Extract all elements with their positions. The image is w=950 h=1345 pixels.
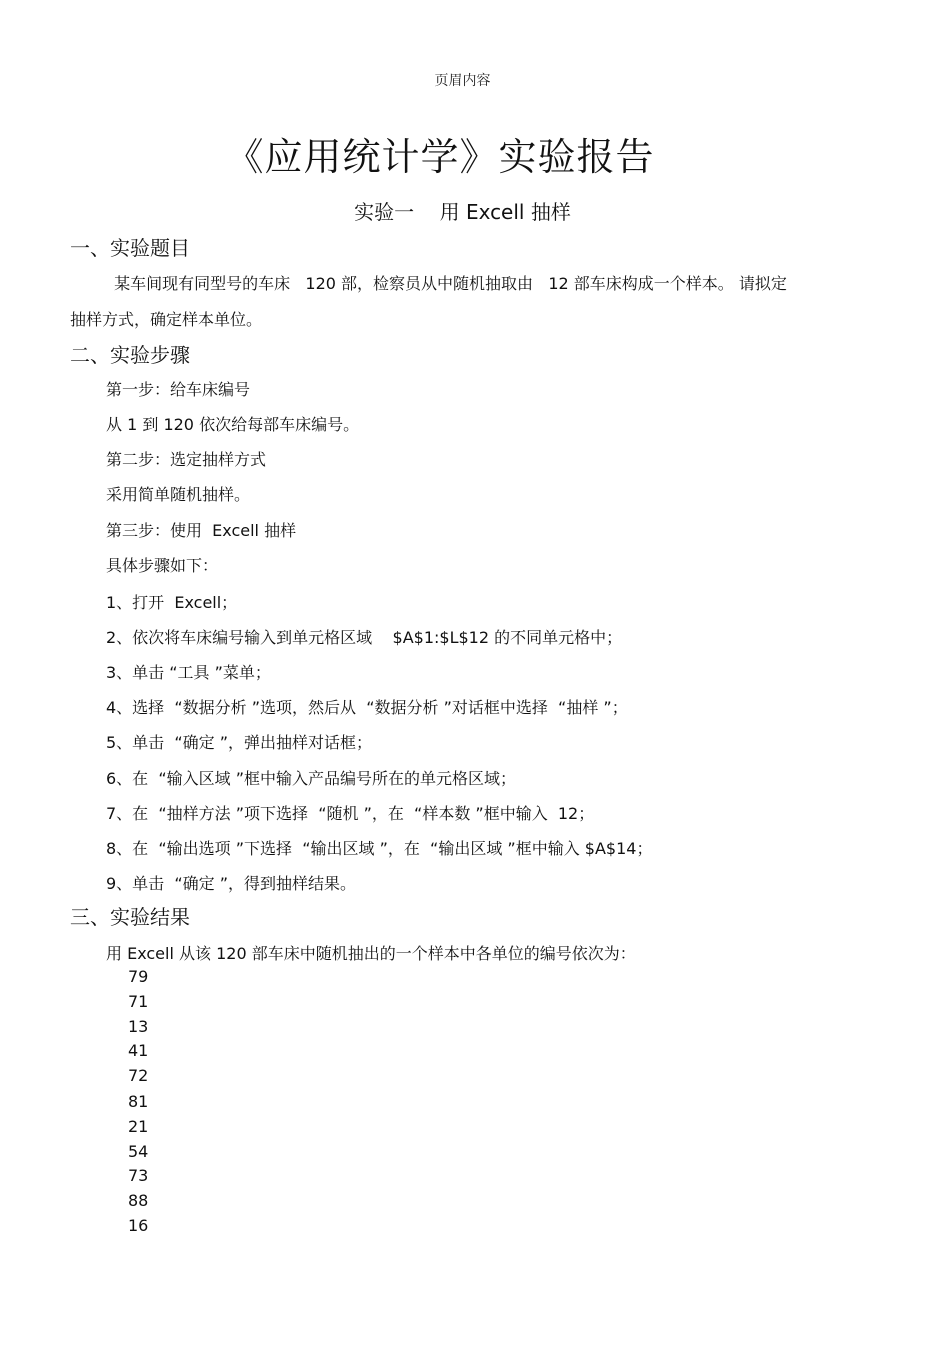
- page-header: 页眉内容: [434, 73, 491, 89]
- results-intro: 用 Excell 从该 120 部车床中随机抽出的一个样本中各单位的编号依次为：: [106, 944, 636, 963]
- step-line: 3、单击 “工具 ”菜单；: [106, 663, 271, 682]
- step-line: 从 1 到 120 依次给每部车床编号。: [106, 415, 360, 434]
- step-line: 第二步：选定抽样方式: [106, 450, 267, 469]
- topic-paragraph-line1: 某车间现有同型号的车床 120 部，检察员从中随机抽取由 12 部车床构成一个样本。 请拟定: [104, 274, 787, 293]
- step-line: 第三步：使用 Excell 抽样: [106, 521, 297, 540]
- sample-number: 16: [128, 1216, 149, 1235]
- step-line: 1、打开 Excell；: [106, 593, 238, 612]
- section-heading-results: 三、实验结果: [70, 905, 190, 929]
- section-heading-steps: 二、实验步骤: [70, 343, 190, 367]
- step-line: 7、在 “抽样方法 ”项下选择 “随机 ”，在 “样本数 ”框中输入 12；: [106, 804, 595, 823]
- step-line: 5、单击 “确定 ”，弹出抽样对话框；: [106, 733, 373, 752]
- report-subtitle: 实验一 用 Excell 抽样: [354, 200, 571, 224]
- report-title: 《应用统计学》实验报告: [225, 135, 655, 179]
- sample-number: 73: [128, 1166, 149, 1185]
- sample-number: 41: [128, 1041, 149, 1060]
- step-line: 9、单击 “确定 ”，得到抽样结果。: [106, 874, 357, 893]
- step-line: 4、选择 “数据分析 ”选项，然后从 “数据分析 ”对话框中选择 “抽样 ”；: [106, 698, 628, 717]
- sample-number: 88: [128, 1191, 149, 1210]
- step-line: 具体步骤如下：: [106, 556, 219, 575]
- step-line: 第一步：给车床编号: [106, 380, 251, 399]
- step-line: 采用简单随机抽样。: [106, 485, 251, 504]
- section-heading-topic: 一、实验题目: [70, 236, 190, 260]
- topic-paragraph-line2: 抽样方式，确定样本单位。: [70, 310, 263, 329]
- step-line: 6、在 “输入区域 ”框中输入产品编号所在的单元格区域；: [106, 769, 517, 788]
- sample-number: 54: [128, 1142, 149, 1161]
- sample-number: 79: [128, 967, 149, 986]
- sample-number: 71: [128, 992, 149, 1011]
- step-line: 2、依次将车床编号输入到单元格区域 $A$1:$L$12 的不同单元格中；: [106, 628, 623, 647]
- sample-number: 72: [128, 1066, 149, 1085]
- sample-number: 13: [128, 1017, 149, 1036]
- step-line: 8、在 “输出选项 ”下选择 “输出区域 ”，在 “输出区域 ”框中输入 $A$14；: [106, 839, 653, 858]
- sample-number: 81: [128, 1092, 149, 1111]
- sample-number: 21: [128, 1117, 149, 1136]
